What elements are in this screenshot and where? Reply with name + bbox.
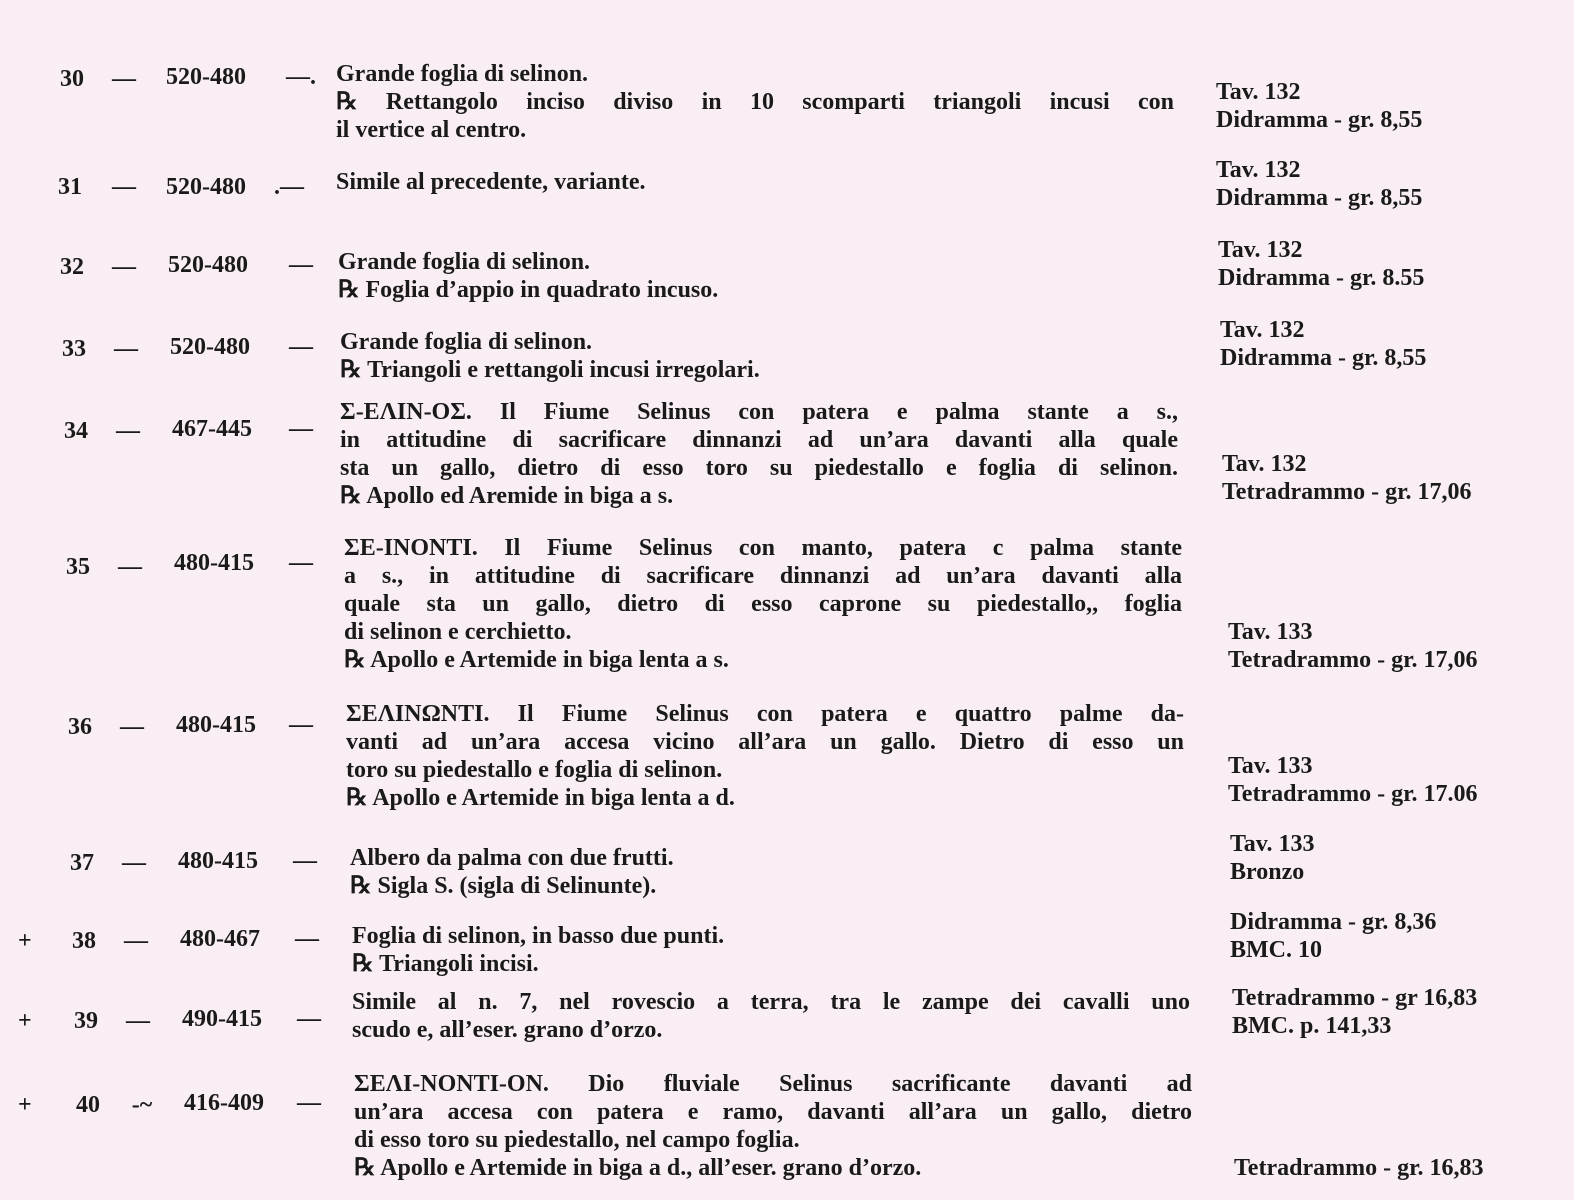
description-line: Grande foglia di selinon. (338, 249, 591, 275)
entry-dash: -~ (131, 1092, 153, 1118)
entry-number: 34 (64, 418, 88, 444)
description-line: ΣΕΛΙ-ΝΟΝΤΙ-ΟΝ. Dio fluviale Selinus sacrificante davanti ad (354, 1071, 1192, 1097)
reference-line: Tav. 133 (1230, 831, 1315, 857)
entry-number: 36 (68, 714, 92, 740)
entry-separator: — (289, 252, 313, 278)
entry-date: 480-415 (174, 550, 254, 576)
entry-date: 480-467 (180, 926, 260, 952)
reference-line: Didramma - gr. 8,55 (1220, 345, 1427, 371)
entry-number: 40 (76, 1092, 100, 1118)
entry-date: 520-480 (166, 174, 246, 200)
description-line: di selinon e cerchietto. (344, 619, 572, 645)
entry-separator: — (289, 712, 313, 738)
description-line: ℞ Apollo ed Aremide in biga a s. (340, 483, 674, 509)
entry-description (350, 844, 1200, 900)
entry-separator: — (295, 926, 319, 952)
description-line: quale sta un gallo, dietro di esso caprone su piedestallo,, foglia (344, 591, 1182, 617)
entry-separator: —. (286, 64, 316, 90)
description-line: vanti ad un’ara accesa vicino all’ara un gallo. Dietro di esso un (346, 729, 1184, 755)
entry-number: 30 (60, 66, 84, 92)
reference-line: Tetradrammo - gr. 17.06 (1228, 781, 1478, 807)
reference-line: Didramma - gr. 8,55 (1216, 185, 1423, 211)
entry-description (338, 248, 1188, 304)
description-line: a s., in attitudine di sacrificare dinnanzi ad un’ara davanti alla (344, 563, 1182, 589)
entry-number: 31 (58, 174, 82, 200)
reference-line: Bronzo (1230, 859, 1305, 885)
entry-description (336, 60, 1174, 144)
entry-dash: — (112, 174, 136, 200)
entry-mark: + (18, 1092, 32, 1118)
description-line: Albero da palma con due frutti. (350, 845, 674, 871)
reference-line: Tav. 132 (1220, 317, 1305, 343)
entry-date: 520-480 (166, 64, 246, 90)
entry-separator: .— (274, 174, 304, 200)
entry-separator: — (293, 848, 317, 874)
entry-reference (1234, 1154, 1574, 1182)
entry-reference (1218, 236, 1558, 292)
entry-description (344, 534, 1182, 674)
entry-description (352, 988, 1190, 1044)
description-line: ℞ Sigla S. (sigla di Selinunte). (350, 873, 657, 899)
reference-line: BMC. 10 (1230, 937, 1322, 963)
description-line: ℞ Apollo e Artemide in biga lenta a d. (346, 785, 735, 811)
description-line: ΣΕΛΙΝΩΝΤΙ. Il Fiume Selinus con patera e quattro palme da- (346, 701, 1184, 727)
entry-description (352, 922, 1202, 978)
description-line: Foglia di selinon, in basso due punti. (352, 923, 725, 949)
description-line: ℞ Apollo e Artemide in biga lenta a s. (344, 647, 729, 673)
entry-separator: — (289, 416, 313, 442)
entry-description (340, 398, 1178, 510)
reference-line: Tav. 133 (1228, 619, 1313, 645)
entry-reference (1216, 156, 1556, 212)
entry-reference (1232, 984, 1572, 1040)
entry-date: 490-415 (182, 1006, 262, 1032)
entry-reference (1220, 316, 1560, 372)
description-line: ℞ Foglia d’appio in quadrato incuso. (338, 277, 719, 303)
entry-dash: — (118, 554, 142, 580)
reference-line: BMC. p. 141,33 (1232, 1013, 1392, 1039)
reference-line: Tetradrammo - gr 16,83 (1232, 985, 1478, 1011)
entry-description (340, 328, 1190, 384)
reference-line: Tetradrammo - gr. 16,83 (1234, 1155, 1484, 1181)
description-line: Simile al n. 7, nel rovescio a terra, tra le zampe dei cavalli uno (352, 989, 1190, 1015)
entry-dash: — (122, 850, 146, 876)
reference-line: Tav. 132 (1216, 157, 1301, 183)
reference-line: Tav. 132 (1216, 79, 1301, 105)
reference-line: Didramma - gr. 8,55 (1216, 107, 1423, 133)
entry-dash: — (126, 1008, 150, 1034)
description-line: sta un gallo, dietro di esso toro su piedestallo e foglia di selinon. (340, 455, 1178, 481)
entry-dash: — (112, 254, 136, 280)
entry-separator: — (297, 1090, 321, 1116)
reference-line: Tav. 132 (1218, 237, 1303, 263)
entry-description (346, 700, 1184, 812)
description-line: ℞ Triangoli incisi. (352, 951, 539, 977)
entry-separator: — (289, 334, 313, 360)
entry-date: 467-445 (172, 416, 252, 442)
description-line: Grande foglia di selinon. (336, 61, 589, 87)
entry-reference (1230, 908, 1570, 964)
entry-dash: — (120, 714, 144, 740)
reference-line: Tav. 132 (1222, 451, 1307, 477)
entry-number: 39 (74, 1008, 98, 1034)
description-line: di esso toro su piedestallo, nel campo foglia. (354, 1127, 800, 1153)
entry-reference (1228, 752, 1568, 808)
entry-separator: — (289, 550, 313, 576)
entry-dash: — (116, 418, 140, 444)
entry-number: 37 (70, 850, 94, 876)
reference-line: Didramma - gr. 8,36 (1230, 909, 1437, 935)
entry-reference (1222, 450, 1562, 506)
entry-number: 33 (62, 336, 86, 362)
description-line: ΣΕ-ΙΝΟΝΤΙ. Il Fiume Selinus con manto, patera c palma stante (344, 535, 1182, 561)
entry-date: 520-480 (168, 252, 248, 278)
description-line: ℞ Rettangolo inciso diviso in 10 scomparti triangoli incusi con (336, 89, 1174, 115)
reference-line: Didramma - gr. 8.55 (1218, 265, 1425, 291)
description-line: ℞ Triangoli e rettangoli incusi irregolari. (340, 357, 760, 383)
reference-line: Tetradrammo - gr. 17,06 (1228, 647, 1478, 673)
entry-number: 35 (66, 554, 90, 580)
entry-number: 32 (60, 254, 84, 280)
entry-date: 480-415 (178, 848, 258, 874)
description-line: un’ara accesa con patera e ramo, davanti all’ara un gallo, dietro (354, 1099, 1192, 1125)
entry-mark: + (18, 928, 32, 954)
entry-date: 480-415 (176, 712, 256, 738)
entry-number: 38 (72, 928, 96, 954)
entry-reference (1228, 618, 1568, 674)
description-line: scudo e, all’eser. grano d’orzo. (352, 1017, 663, 1043)
entry-mark: + (18, 1008, 32, 1034)
entry-description (354, 1070, 1192, 1182)
entry-dash: — (114, 336, 138, 362)
entry-date: 416-409 (184, 1090, 264, 1116)
entry-separator: — (297, 1006, 321, 1032)
entry-dash: — (124, 928, 148, 954)
description-line: Simile al precedente, variante. (336, 169, 646, 195)
entry-reference (1216, 78, 1556, 134)
description-line: Grande foglia di selinon. (340, 329, 593, 355)
entry-dash: — (112, 66, 136, 92)
entry-reference (1230, 830, 1570, 886)
reference-line: Tetradrammo - gr. 17,06 (1222, 479, 1472, 505)
entry-date: 520-480 (170, 334, 250, 360)
description-line: Σ-ΕΛΙΝ-ΟΣ. Il Fiume Selinus con patera e palma stante a s., (340, 399, 1178, 425)
description-line: in attitudine di sacrificare dinnanzi ad un’ara davanti alla quale (340, 427, 1178, 453)
reference-line: Tav. 133 (1228, 753, 1313, 779)
description-line: toro su piedestallo e foglia di selinon. (346, 757, 723, 783)
description-line: il vertice al centro. (336, 117, 527, 143)
entry-description (336, 168, 1186, 196)
description-line: ℞ Apollo e Artemide in biga a d., all’eser. grano d’orzo. (354, 1155, 922, 1181)
